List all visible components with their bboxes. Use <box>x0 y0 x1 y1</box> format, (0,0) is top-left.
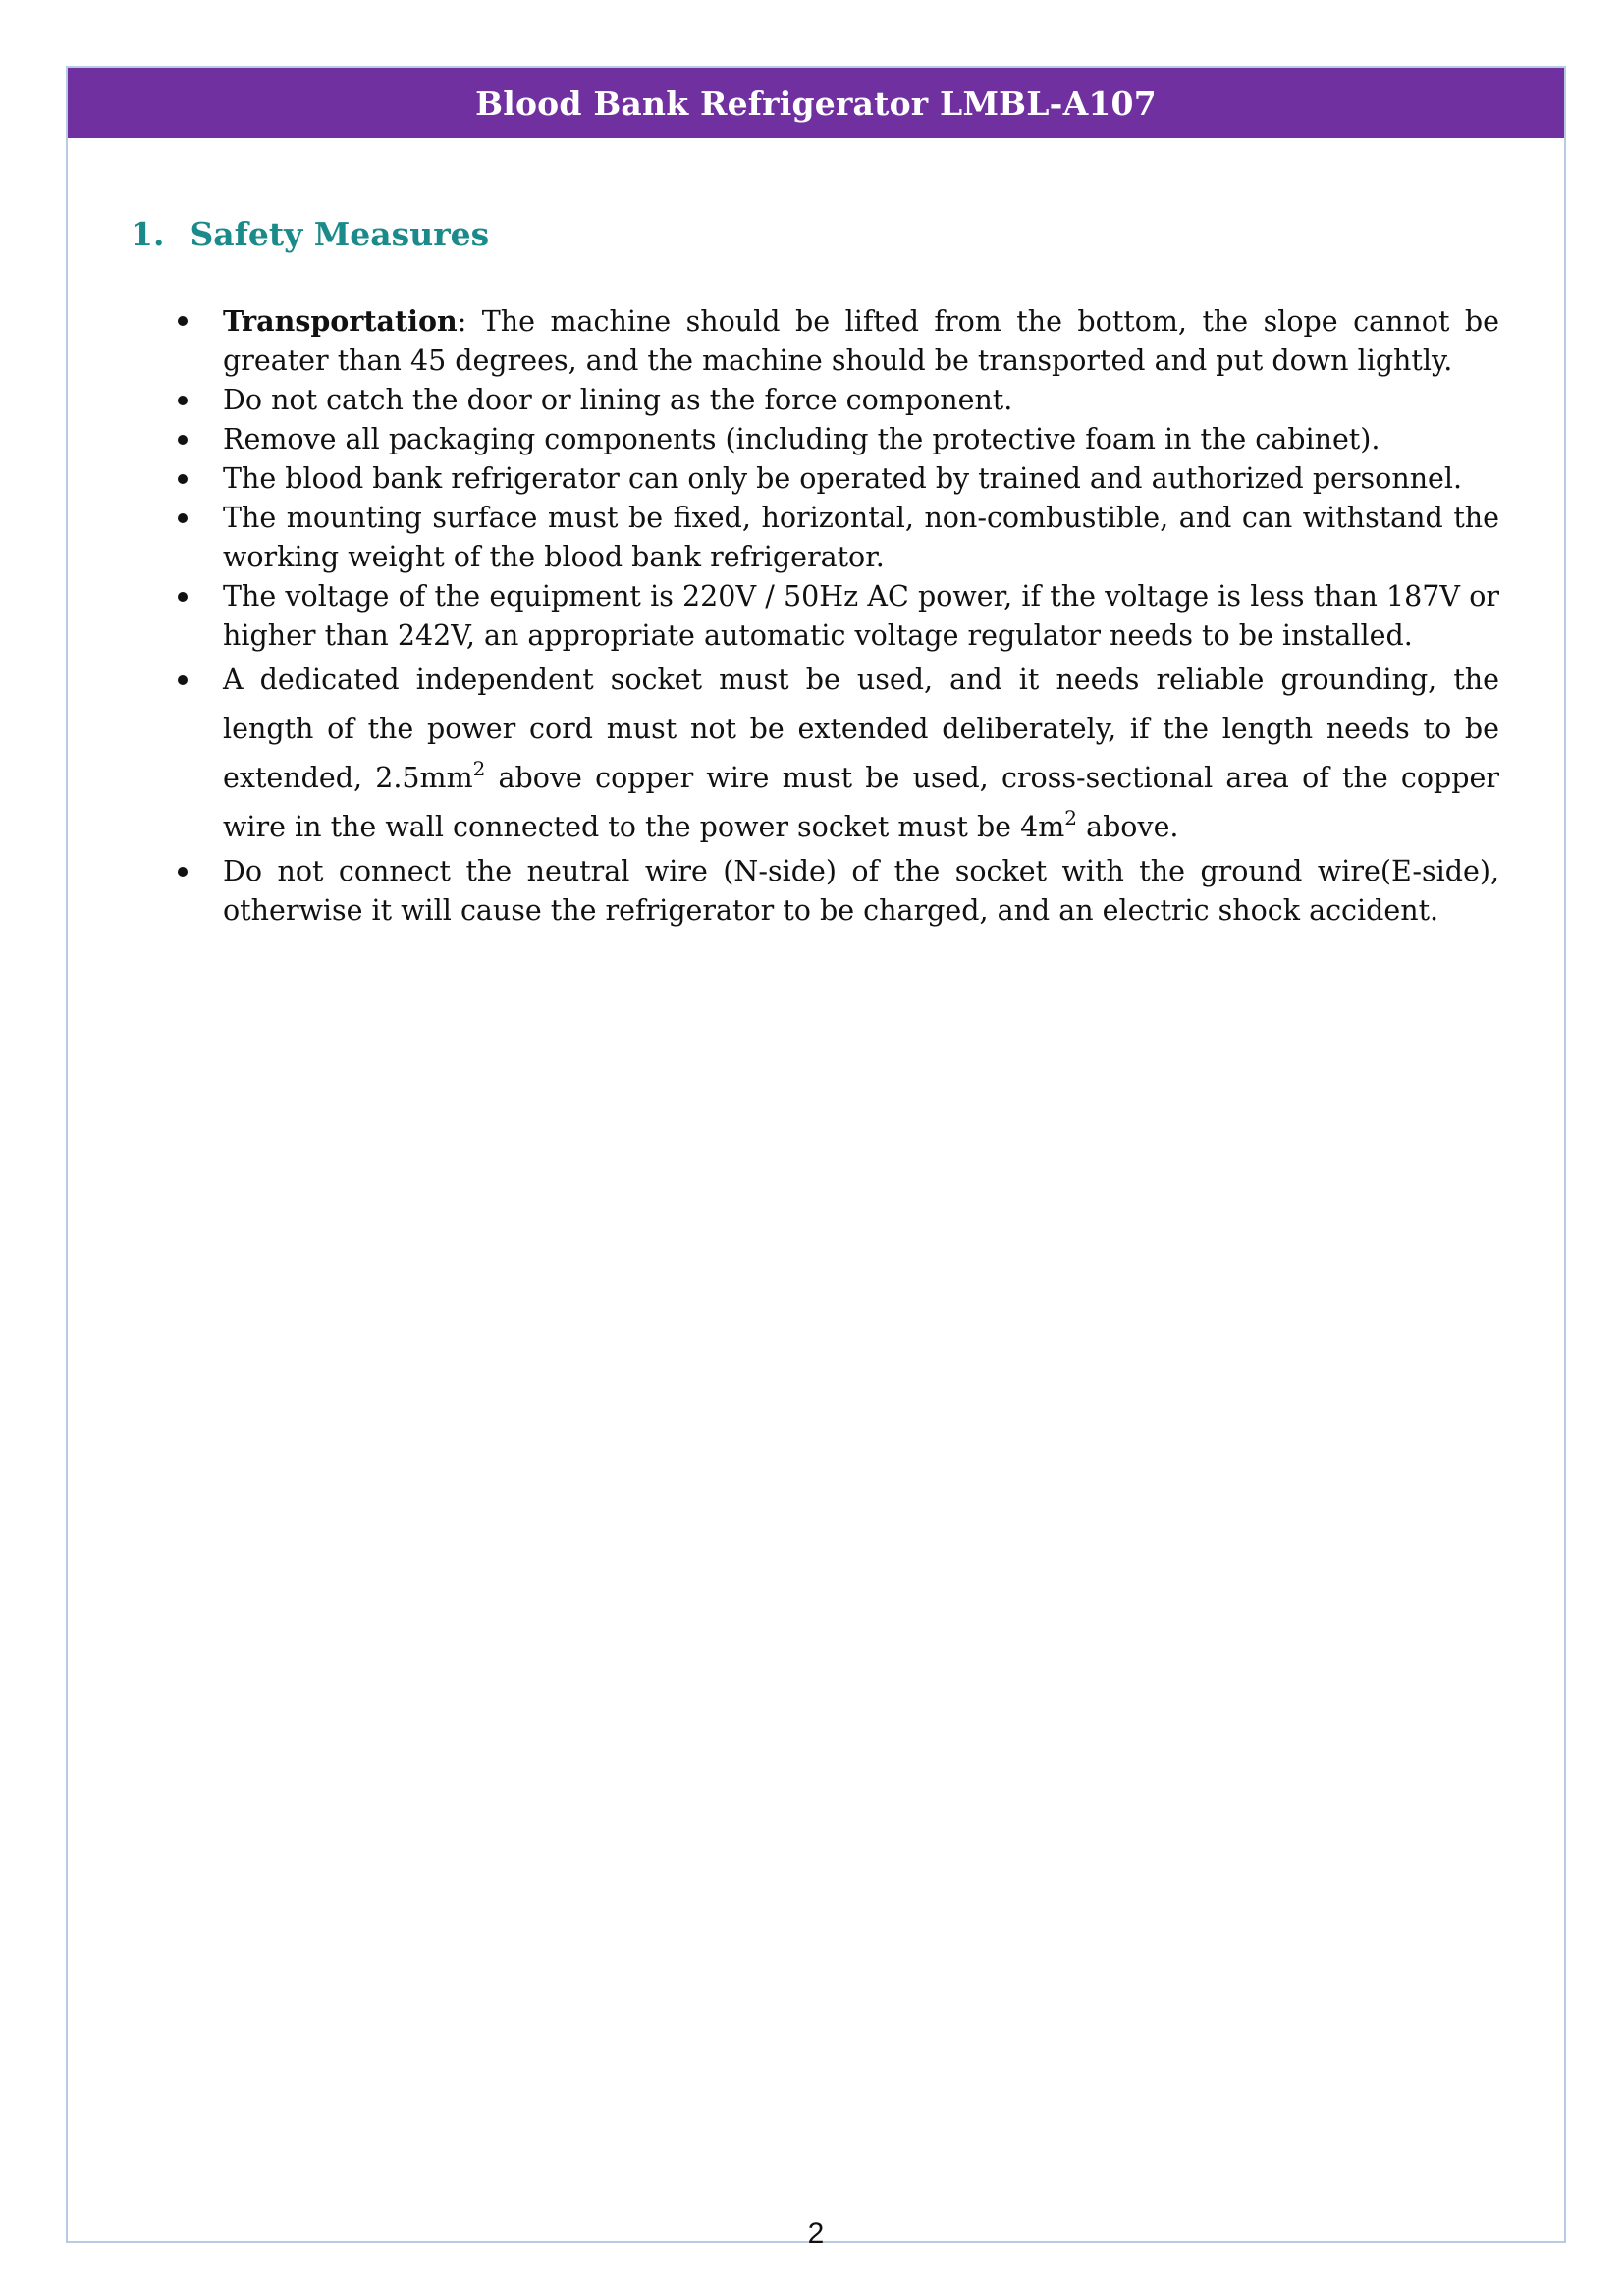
bullet-text-transportation: : The machine should be lifted from the bottom, the slope cannot be greater than 45 degrees, and the machine should be transported and put down lightly. <box>223 305 1499 377</box>
bullet-lead-transportation: Transportation <box>223 304 458 338</box>
superscript-2a: 2 <box>472 757 486 780</box>
section-number: 1. <box>131 215 165 253</box>
bullet-mounting-surface: The mounting surface must be fixed, horizontal, non-combustible, and can withstand the working weight of the blood bank refrigerator. <box>178 499 1499 577</box>
section-heading <box>131 215 489 253</box>
socket-text-part2: above copper wire must be used, cross-sectional area of the copper wire in the wall connected to the power socket must be 4m <box>223 762 1499 843</box>
page-frame <box>66 66 1566 2250</box>
bullet-packaging: Remove all packaging components (including the protective foam in the cabinet). <box>178 420 1499 459</box>
bullet-neutral-wire: Do not connect the neutral wire (N-side) of the socket with the ground wire(E-side), otherwise it will cause the refrigerator to be charged, and an electric shock accident. <box>178 852 1499 931</box>
bullet-voltage: The voltage of the equipment is 220V / 50Hz AC power, if the voltage is less than 187V or higher than 242V, an appropriate automatic voltage regulator needs to be installed. <box>178 577 1499 656</box>
safety-bullet-list <box>178 301 1499 931</box>
bullet-transportation <box>178 301 1499 381</box>
superscript-2b: 2 <box>1064 806 1078 829</box>
section-title: Safety Measures <box>189 215 490 253</box>
socket-text-part1: A dedicated independent socket must be used, and it needs reliable grounding, the length of the power cord must not be extended deliberately, if the length needs to be extended, 2.5mm <box>223 664 1499 794</box>
document-title: Blood Bank Refrigerator LMBL-A107 <box>475 83 1157 123</box>
bullet-dedicated-socket <box>178 656 1499 852</box>
page-number: 2 <box>807 2217 825 2250</box>
bullet-trained-personnel: The blood bank refrigerator can only be operated by trained and authorized personnel. <box>178 459 1499 499</box>
bullet-door-lining: Do not catch the door or lining as the force component. <box>178 381 1499 420</box>
socket-text-part3: above. <box>1077 811 1179 843</box>
header-band <box>68 68 1564 138</box>
